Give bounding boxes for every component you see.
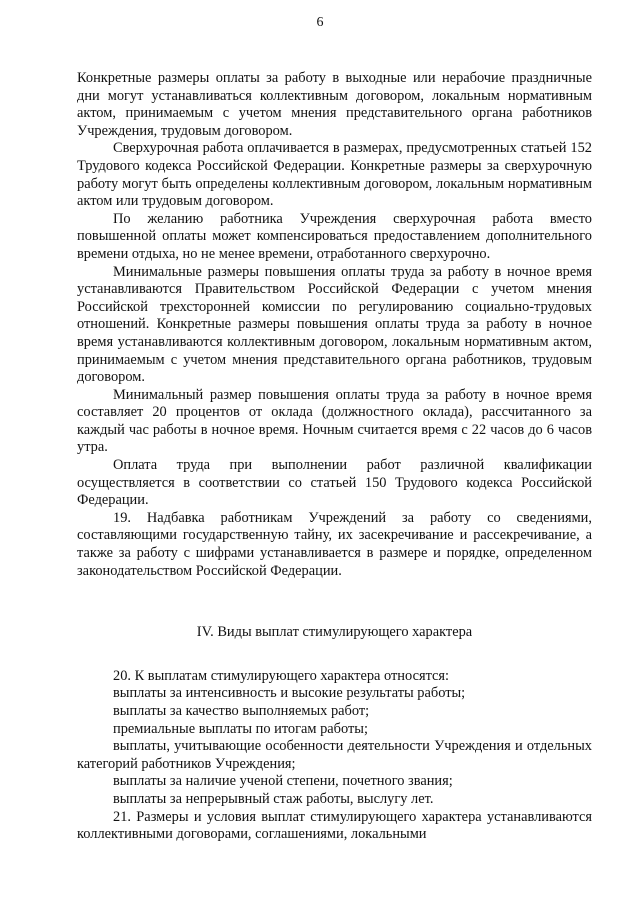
paragraph-overtime-pay: Сверхурочная работа оплачивается в размерах, предусмотренных статьей 152 Трудового кодекса Российской Федерации. Конкретные размеры за сверхурочную работу могут быть определены коллективным договором, локальным нормативным актом или трудовым договором. — [77, 140, 592, 210]
paragraph-overtime-compensation: По желанию работника Учреждения сверхурочная работа вместо повышенной оплаты может компенсироваться предоставлением дополнительного времени отдыха, но не менее времени, отработанного сверхурочно. — [77, 210, 592, 262]
list-item: выплаты за наличие ученой степени, почетного звания; — [113, 773, 453, 790]
page-number: 6 — [316, 15, 324, 30]
document-body — [77, 70, 592, 844]
paragraph-night-pay-percent: Минимальный размер повышения оплаты труда за работу в ночное время составляет 20 процентов от оклада (должностного оклада), рассчитанного за каждый час работы в ночное время. Ночным считается время с 22 часов до 6 часов утра. — [77, 386, 592, 456]
list-item: выплаты за непрерывный стаж работы, выслугу лет. — [113, 790, 434, 807]
paragraph-clause-21: 21. Размеры и условия выплат стимулирующего характера устанавливаются коллективными договорами, соглашениями, локальными — [77, 808, 592, 843]
list-item: премиальные выплаты по итогам работы; — [113, 720, 368, 737]
section-heading: IV. Виды выплат стимулирующего характера — [196, 624, 473, 641]
list-item: выплаты за качество выполняемых работ; — [113, 703, 370, 719]
paragraph-qualification-pay: Оплата труда при выполнении работ различной квалификации осуществляется в соответствии со статьей 150 Трудового кодекса Российской Федерации. — [77, 457, 592, 509]
list-item: выплаты, учитывающие особенности деятельности Учреждения и отдельных категорий работников Учреждения; — [77, 738, 592, 772]
paragraph-holiday-pay: Конкретные размеры оплаты за работу в выходные или нерабочие праздничные дни могут устанавливаться коллективным договором, локальным нормативным актом, принимаемым с учетом мнения представительного органа работников Учреждения, трудовым договором. — [77, 70, 592, 139]
paragraph-night-pay-minimum: Минимальные размеры повышения оплаты труда за работу в ночное время устанавливаются Правительством Российской Федерации с учетом мнения Российской трехсторонней комиссии по регулированию социально-трудовых отношений. Конкретные размеры повышения оплаты труда за работу в ночное время устанавливаются коллективным договором, локальным нормативным актом, принимаемым с учетом мнения представительного органа работников, трудовым договором. — [77, 263, 592, 386]
list-item: выплаты за интенсивность и высокие результаты работы; — [113, 685, 466, 702]
list-intro: 20. К выплатам стимулирующего характера относятся: — [113, 667, 450, 684]
paragraph-clause-19: 19. Надбавка работникам Учреждений за работу со сведениями, составляющими государственную тайну, их засекречивание и рассекречивание, а также за работу с шифрами устанавливается в размере и порядке, определенном законодательством Российской Федерации. — [77, 509, 592, 579]
